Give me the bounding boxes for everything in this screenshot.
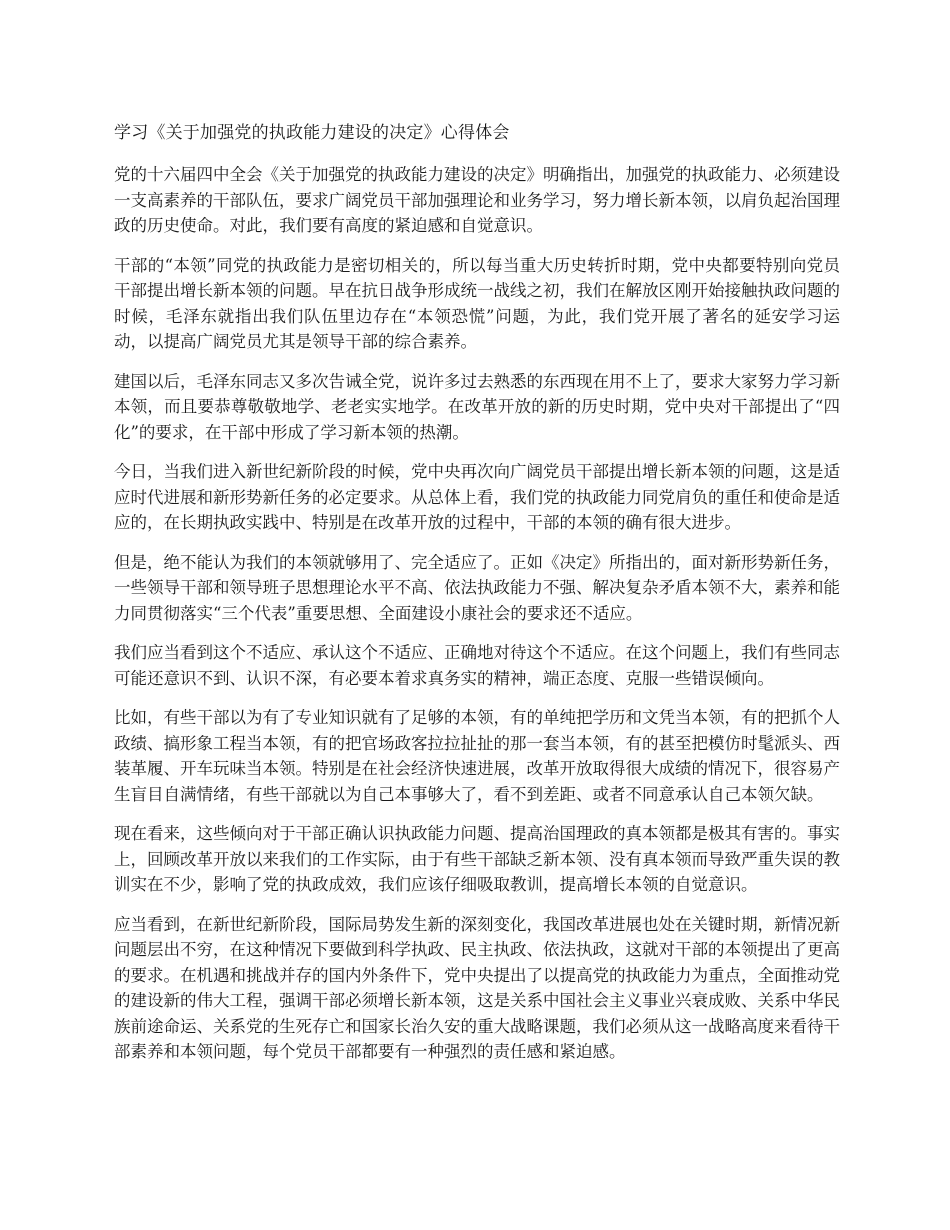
document-page	[114, 120, 840, 1079]
paragraph-6: 我们应当看到这个不适应、承认这个不适应、正确地对待这个不适应。在这个问题上，我们有些同志可能还意识不到、认识不深，有必要本着求真务实的精神，端正态度、克服一些错误倾向。	[114, 643, 840, 688]
paragraph-3: 建国以后，毛泽东同志又多次告诫全党，说许多过去熟悉的东西现在用不上了，要求大家努力学习新本领，而且要恭尊敬敬地学、老老实实地学。在改革开放的新的历史时期，党中央对干部提出了“四化”的要求，在干部中形成了学习新本领的热潮。	[114, 371, 840, 442]
paragraph-7: 比如，有些干部以为有了专业知识就有了足够的本领，有的单纯把学历和文凭当本领，有的把抓个人政绩、搞形象工程当本领，有的把官场政客拉拉扯扯的那一套当本领，有的甚至把模仿时髦派头、西装革履、开车玩味当本领。特别是在社会经济快速进展，改革开放取得很大成绩的情况下，很容易产生盲目自满情绪，有些干部就以为自己本事够大了，看不到差距、或者不同意承认自己本领欠缺。	[114, 708, 840, 804]
paragraph-2: 干部的“本领”同党的执政能力是密切相关的，所以每当重大历史转折时期，党中央都要特别向党员干部提出增长新本领的问题。早在抗日战争形成统一战线之初，我们在解放区刚开始接触执政问题的时候，毛泽东就指出我们队伍里边存在“本领恐慌”问题，为此，我们党开展了著名的延安学习运动，以提高广阔党员尤其是领导干部的综合素养。	[114, 255, 840, 351]
paragraph-9: 应当看到，在新世纪新阶段，国际局势发生新的深刻变化，我国改革进展也处在关键时期，新情况新问题层出不穷，在这种情况下要做到科学执政、民主执政、依法执政，这就对干部的本领提出了更高的要求。在机遇和挑战并存的国内外条件下，党中央提出了以提高党的执政能力为重点，全面推动党的建设新的伟大工程，强调干部必须增长新本领，这是关系中国社会主义事业兴衰成败、关系中华民族前途命运、关系党的生死存亡和国家长治久安的重大战略课题，我们必须从这一战略高度来看待干部素养和本领问题，每个党员干部都要有一种强烈的责任感和紧迫感。	[114, 914, 840, 1061]
paragraph-1: 党的十六届四中全会《关于加强党的执政能力建设的决定》明确指出，加强党的执政能力、必须建设一支高素养的干部队伍，要求广阔党员干部加强理论和业务学习，努力增长新本领，以肩负起治国理政的历史使命。对此，我们要有高度的紧迫感和自觉意识。	[114, 165, 840, 235]
document-title: 学习《关于加强党的执政能力建设的决定》心得体会	[114, 123, 510, 143]
paragraph-8: 现在看来，这些倾向对于干部正确认识执政能力问题、提高治国理政的真本领都是极其有害的。事实上，回顾改革开放以来我们的工作实际，由于有些干部缺乏新本领、没有真本领而导致严重失误的教训实在不少，影响了党的执政成效，我们应该仔细吸取教训，提高增长本领的自觉意识。	[114, 824, 840, 894]
paragraph-5: 但是，绝不能认为我们的本领就够用了、完全适应了。正如《决定》所指出的，面对新形势新任务，一些领导干部和领导班子思想理论水平不高、依法执政能力不强、解决复杂矛盾本领不大，素养和能力同贯彻落实“三个代表”重要思想、全面建设小康社会的要求还不适应。	[114, 552, 840, 623]
paragraph-4: 今日，当我们进入新世纪新阶段的时候，党中央再次向广阔党员干部提出增长新本领的问题，这是适应时代进展和新形势新任务的必定要求。从总体上看，我们党的执政能力同党肩负的重任和使命是适应的，在长期执政实践中、特别是在改革开放的过程中，干部的本领的确有很大进步。	[114, 462, 840, 532]
